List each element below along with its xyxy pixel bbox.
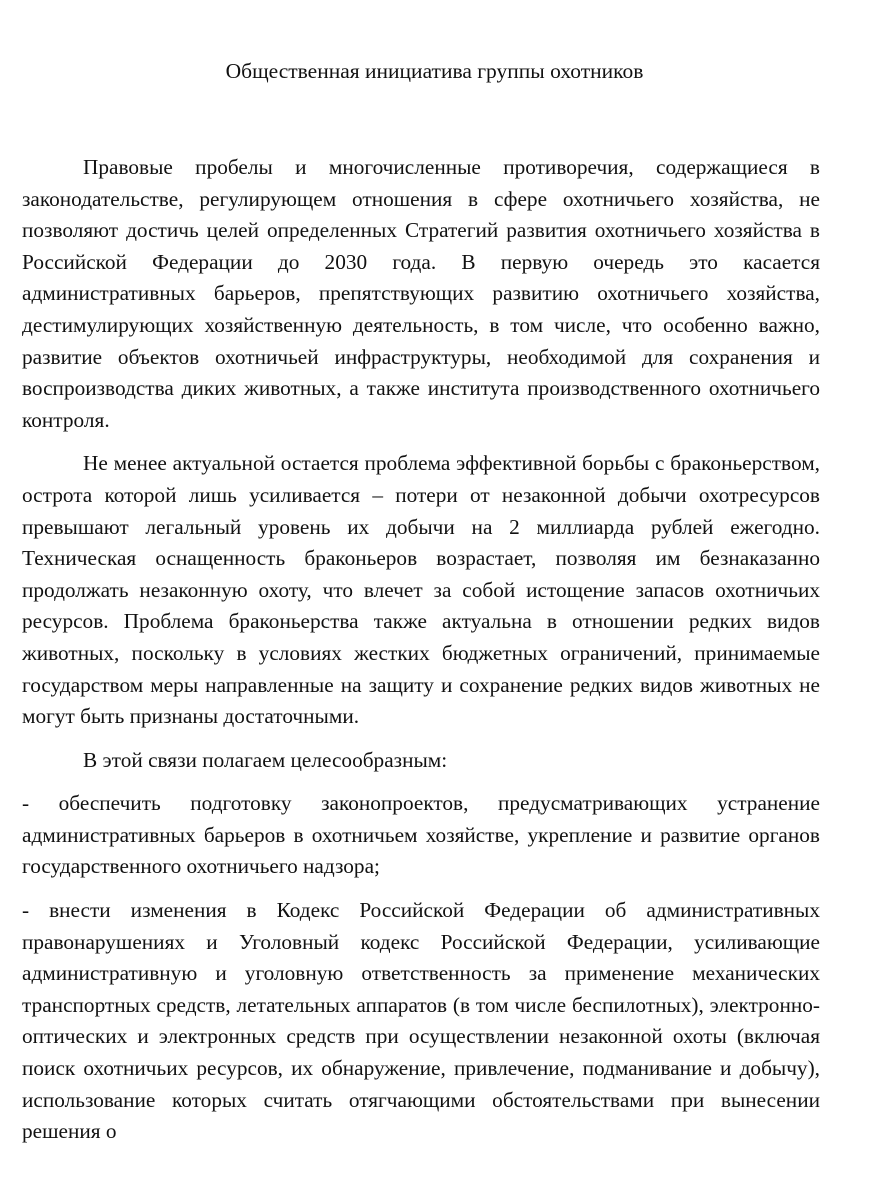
document-body [22, 152, 820, 1160]
paragraph-proposal-intro: В этой связи полагаем целесообразным: [83, 747, 448, 772]
document-title: Общественная инициатива группы охотников [225, 59, 644, 83]
list-item-code-amendments: - внести изменения в Кодекс Российской Федерации об административных правонарушениях и Уголовный кодекс Российской Федерации, усиливающие административную и уголовную ответственность за применение механических транспортных средств, летательных аппаратов (в том числе беспилотных), электронно-оптических и электронных средств при осуществлении незаконной охоты (включая поиск охотничьих ресурсов, их обнаружение, привлечение, подманивание и добычу), использование которых считать отягчающими обстоятельствами при вынесении решения о [22, 898, 820, 1144]
paragraph-poaching: Не менее актуальной остается проблема эффективной борьбы с браконьерством, острота которой лишь усиливается – потери от незаконной добычи охотресурсов превышают легальный уровень их добычи на 2 миллиарда рублей ежегодно. Техническая оснащенность браконьеров возрастает, позволяя им безнаказанно продолжать незаконную охоту, что влечет за собой истощение запасов охотничьих ресурсов. Проблема браконьерства также актуальна в отношении редких видов животных, поскольку в условиях жестких бюджетных ограничений, принимаемые государством меры направленные на защиту и сохранение редких видов животных не могут быть признаны достаточными. [22, 451, 820, 729]
list-item-legislation: - обеспечить подготовку законопроектов, предусматривающих устранение административных барьеров в охотничьем хозяйстве, укрепление и развитие органов государственного охотничьего надзора; [22, 791, 820, 879]
paragraph-legal-gaps: Правовые пробелы и многочисленные противоречия, содержащиеся в законодательстве, регулирующем отношения в сфере охотничьего хозяйства, не позволяют достичь целей определенных Стратегий развития охотничьего хозяйства в Российской Федерации до 2030 года. В первую очередь это касается административных барьеров, препятствующих развитию охотничьего хозяйства, дестимулирующих хозяйственную деятельность, в том числе, что особенно важно, развитие объектов охотничьей инфраструктуры, необходимой для сохранения и воспроизводства диких животных, а также института производственного охотничьего контроля. [22, 155, 820, 432]
